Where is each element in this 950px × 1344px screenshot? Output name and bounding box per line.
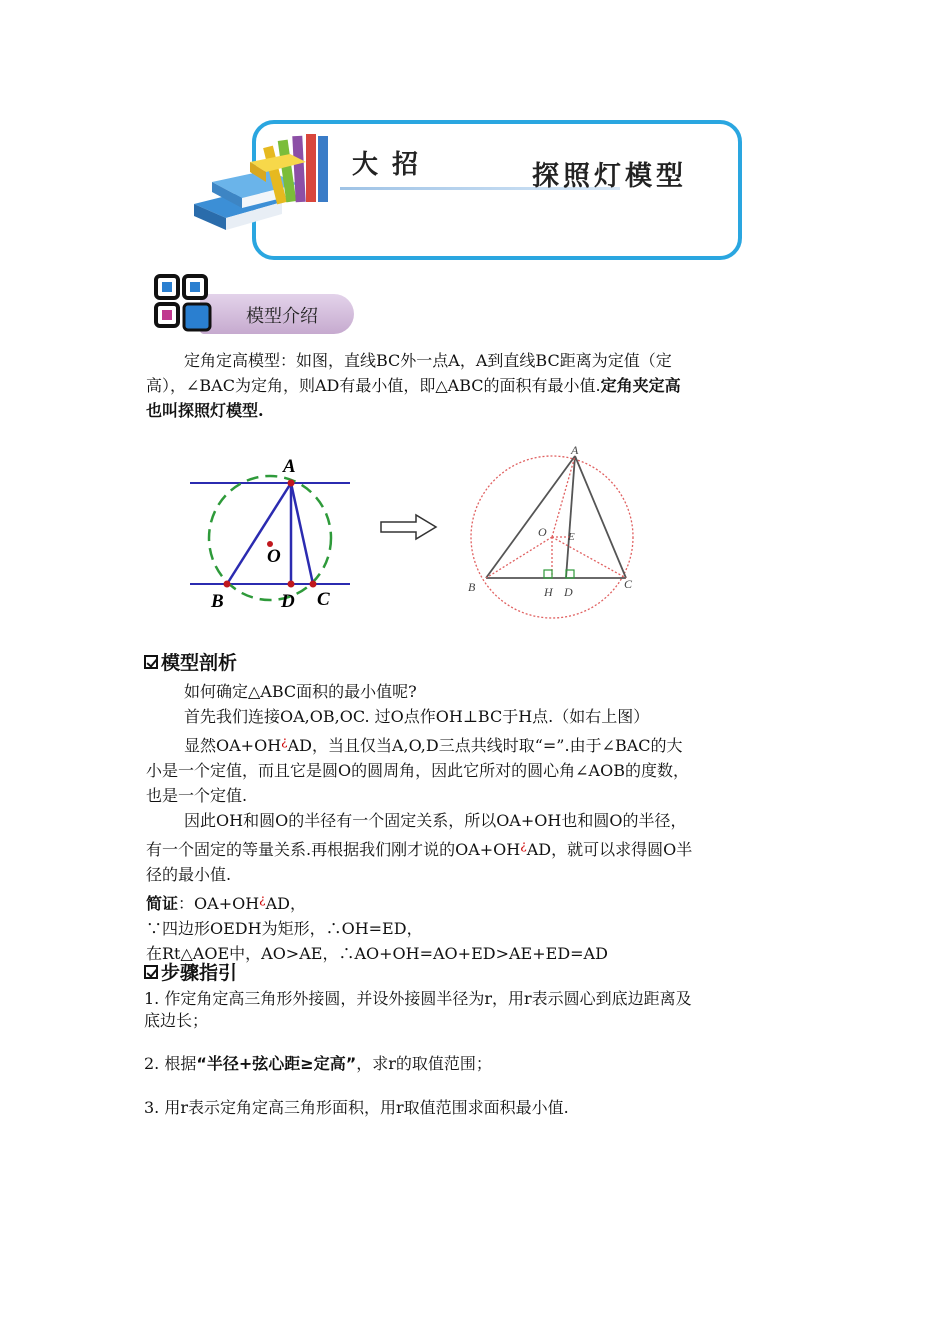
proof-b: AD， [265, 894, 306, 913]
analysis-p3-b: AD，当且仅当A,O,D三点共线时取“=”.由于∠BAC的大 [287, 736, 683, 755]
analysis-heading-text: 模型剖析 [161, 652, 238, 674]
label-o: O [267, 546, 281, 567]
analysis-p3-line3: 也是一个定值. [146, 786, 248, 805]
steps-heading [144, 958, 237, 985]
analysis-p2: 首先我们连接OA,OB,OC. 过O点作OH⊥BC于H点.（如右上图） [184, 707, 650, 726]
intro-line-3: 也叫探照灯模型. [146, 401, 264, 420]
label-b2: B [468, 580, 476, 594]
banner-right-title: 探照灯模型 [532, 161, 687, 192]
label-h2: H [544, 585, 553, 599]
label-d2: D [564, 585, 573, 599]
section-tag-label: 模型介绍 [246, 306, 318, 327]
step-2-bold: “半径+弦心距≥定高” [196, 1054, 357, 1073]
banner-left-title: 大招 [352, 150, 433, 180]
intro-line-2-bold: 定角夹定高 [600, 376, 681, 395]
intro-line-1: 定角定高模型：如图，直线BC外一点A，A到直线BC距离为定值（定 [184, 351, 672, 370]
checkbox-icon [144, 965, 158, 979]
figure-left [185, 450, 360, 620]
step-1-line2: 底边长； [144, 1011, 209, 1030]
proof-line2: ∵四边形OEDH为矩形，∴OH=ED， [146, 919, 423, 938]
analysis-body [146, 679, 806, 966]
analysis-p4-line2 [146, 833, 806, 862]
label-o2: O [538, 525, 547, 539]
analysis-p4-line1: 因此OH和圆O的半径有一个固定关系，所以OA+OH也和圆O的半径， [184, 811, 687, 830]
inverted-question-symbol: ¿ [281, 734, 288, 748]
inverted-question-symbol: ¿ [520, 838, 527, 852]
analysis-p4-line3: 径的最小值. [146, 865, 232, 884]
inverted-question-symbol: ¿ [259, 892, 266, 906]
analysis-p4-a: 有一个固定的等量关系.再根据我们刚才说的OA+OH [146, 840, 521, 859]
steps-heading-text: 步骤指引 [161, 962, 238, 984]
proof-a: ：OA+OH [178, 894, 260, 913]
checkbox-icon [144, 655, 158, 669]
label-a2: A [571, 443, 579, 457]
label-a: A [283, 456, 296, 477]
arrow-right-icon [378, 512, 440, 542]
analysis-p4-b: AD，就可以求得圆O半 [526, 840, 693, 859]
intro-line-2 [146, 373, 806, 398]
label-c: C [317, 589, 330, 610]
analysis-p3-a: 显然OA+OH [184, 736, 282, 755]
analysis-heading [144, 648, 237, 675]
step-3: 3. 用r表示定角定高三角形面积，用r取值范围求面积最小值. [144, 1098, 569, 1117]
label-c2: C [624, 577, 633, 591]
label-e2: E [568, 531, 575, 543]
books-icon [190, 132, 340, 252]
step-1 [144, 988, 816, 1032]
header-banner [190, 112, 755, 272]
step-2-post: ，求r的取值范围； [356, 1054, 492, 1073]
label-b: B [211, 591, 224, 612]
proof-label: 简证 [146, 894, 179, 913]
step-2 [144, 1053, 816, 1075]
step-2-pre: 2. 根据 [144, 1054, 197, 1073]
figure-right [460, 440, 660, 625]
step-1-line1: 1. 作定角定高三角形外接圆，并设外接圆半径为r，用r表示圆心到底边距离及 [144, 989, 692, 1008]
proof-line3: 在Rt△AOE中，AO>AE，∴AO+OH=AO+ED>AE+ED=AD [146, 944, 608, 963]
intro-line-2-text: 高），∠BAC为定角，则AD有最小值，即△ABC的面积有最小值. [146, 376, 601, 395]
label-d: D [281, 591, 295, 612]
analysis-p3-line2: 小是一个定值，而且它是圆O的圆周角，因此它所对的圆心角∠AOB的度数， [146, 761, 689, 780]
section-tag [150, 272, 360, 338]
grid-icon [152, 272, 216, 336]
analysis-p3-line1 [146, 729, 806, 758]
intro-paragraph [146, 348, 806, 423]
proof-line1 [146, 887, 806, 916]
analysis-p1: 如何确定△ABC面积的最小值呢? [184, 682, 417, 701]
